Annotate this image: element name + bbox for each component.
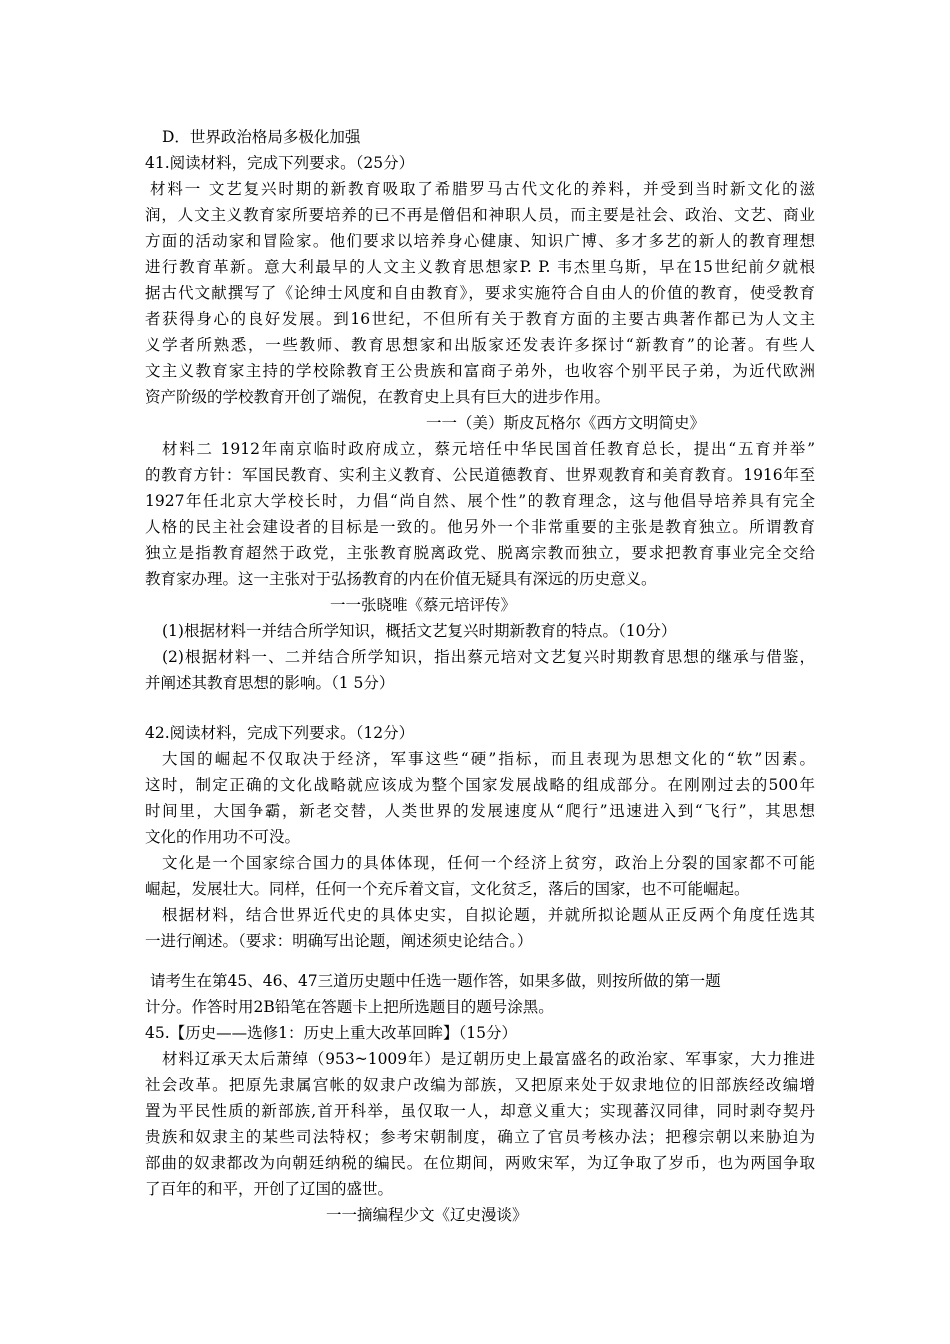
q41-material1-line: 文主义教育家主持的学校除教育王公贵族和富商子弟外，也收容个别平民子弟，为近代欧洲 [145, 362, 815, 380]
q41-material1-line: 方面的活动家和冒险家。他们要求以培养身心健康、知识广博、多才多艺的新人的教育理想 [145, 232, 815, 250]
q45-header: 45.【历史——选修1：历史上重大改革回眸】（15分） [145, 1024, 517, 1042]
q42-para1-line: 时间里，大国争霸，新老交替，人类世界的发展速度从“爬行”迅速进入到“飞行”，其思想 [145, 802, 815, 820]
q41-header: 41.阅读材料，完成下列要求。（25分） [145, 154, 415, 172]
q41-material2-line: 教育家办理。这一主张对于弘扬教育的内在价值无疑具有深远的历史意义。 [145, 570, 657, 588]
elective-note-line: 计分。作答时用2B铅笔在答题卡上把所选题目的题号涂黑。 [145, 998, 554, 1016]
q42-para3-line: 一进行阐述。（要求：明确写出论题，阐述须史论结合。） [145, 932, 533, 950]
q45-material-line: 材料辽承天太后萧绰（953~1009年）是辽朝历史上最富盛名的政治家、军事家，大力推进 [162, 1050, 815, 1068]
q45-source: 一一摘编程少文《辽史漫谈》 [326, 1206, 528, 1224]
q45-material-line: 部曲的奴隶都改为向朝廷纳税的编民。在位期间，两败宋军，为辽争取了岁币，也为两国争取 [145, 1154, 815, 1172]
q45-material-line: 了百年的和平，开创了辽国的盛世。 [145, 1180, 394, 1198]
q41-material2-line: 1927年任北京大学校长时，力倡“尚自然、展个性”的教育理念，这与他倡导培养具有完全 [145, 492, 815, 510]
q45-material-line: 贵族和奴隶主的某些司法特权；参考宋朝制度，确立了官员考核办法；把穆宗朝以来胁迫为 [145, 1128, 815, 1146]
q41-material2-source: 一一张晓唯《蔡元培评传》 [330, 596, 517, 614]
q41-task-2: (2)根据材料一、二并结合所学知识，指出蔡元培对文艺复兴时期教育思想的继承与借鉴， [162, 648, 815, 666]
q41-material2-line: 的教育方针：军国民教育、实利主义教育、公民道德教育、世界观教育和美育教育。1916年至 [145, 466, 815, 484]
q41-material1-line: 润，人文主义教育家所要培养的已不再是僧侣和神职人员，而主要是社会、政治、文艺、商业 [145, 206, 815, 224]
q41-task-2: 并阐述其教育思想的影响。（1 5分） [145, 674, 395, 692]
q41-material1-line: 进行教育革新。意大利最早的人文主义教育思想家P. P. 韦杰里乌斯，早在15世纪前夕就根 [145, 258, 815, 276]
q40-option-d: D．世界政治格局多极化加强 [162, 128, 361, 146]
q45-material-line: 置为平民性质的新部族,首开科举，虽仅取一人，却意义重大；实现蕃汉同律，同时剥夺契丹 [145, 1102, 815, 1120]
q41-material1-line: 义学者所熟悉，一些教师、教育思想家和出版家还发表许多探讨“新教育”的论著。有些人 [145, 336, 815, 354]
q41-material2-line: 人格的民主社会建设者的目标是一致的。他另外一个非常重要的主张是教育独立。所谓教育 [145, 518, 815, 536]
q42-para3-line: 根据材料，结合世界近代史的具体史实，自拟论题，并就所拟论题从正反两个角度任选其 [162, 906, 815, 924]
q42-para1-line: 这时，制定正确的文化战略就应该成为整个国家发展战略的组成部分。在刚刚过去的500年 [145, 776, 815, 794]
q42-para1-line: 大国的崛起不仅取决于经济，军事这些“硬”指标，而且表现为思想文化的“软”因素。 [162, 750, 815, 768]
q41-material2-line: 材料二 1912年南京临时政府成立，蔡元培任中华民国首任教育总长，提出“五育并举” [162, 440, 815, 458]
q42-para2-line: 崛起，发展壮大。同样，任何一个充斥着文盲，文化贫乏，落后的国家，也不可能崛起。 [145, 880, 750, 898]
q41-material1-line: 据古代文献撰写了《论绅士风度和自由教育》，要求实施符合自由人的价值的教育，使受教育 [145, 284, 815, 302]
q41-material2-line: 独立是指教育超然于政党，主张教育脱离政党、脱离宗教而独立，要求把教育事业完全交给 [145, 544, 815, 562]
q41-material1-line: 者获得身心的良好发展。到16世纪，不但所有关于教育方面的主要古典著作都已为人文主 [145, 310, 815, 328]
q41-material1-source: 一一（美）斯皮瓦格尔《西方文明简史》 [426, 414, 706, 432]
q41-material1-line: 材料一 文艺复兴时期的新教育吸取了希腊罗马古代文化的养料，并受到当时新文化的滋 [150, 180, 815, 198]
q42-para1-line: 文化的作用功不可没。 [145, 828, 301, 846]
q41-task-1: (1)根据材料一并结合所学知识，概括文艺复兴时期新教育的特点。（10分） [162, 622, 677, 640]
q42-para2-line: 文化是一个国家综合国力的具体体现，任何一个经济上贫穷，政治上分裂的国家都不可能 [162, 854, 815, 872]
elective-note-line: 请考生在第45、46、47三道历史题中任选一题作答，如果多做，则按所做的第一题 [150, 972, 721, 990]
q45-material-line: 社会改革。把原先隶属宫帐的奴隶户改编为部族，又把原来处于奴隶地位的旧部族经改编增 [145, 1076, 815, 1094]
q41-material1-line: 资产阶级的学校教育开创了端倪，在教育史上具有巨大的进步作用。 [145, 388, 611, 406]
q42-header: 42.阅读材料，完成下列要求。（12分） [145, 724, 415, 742]
